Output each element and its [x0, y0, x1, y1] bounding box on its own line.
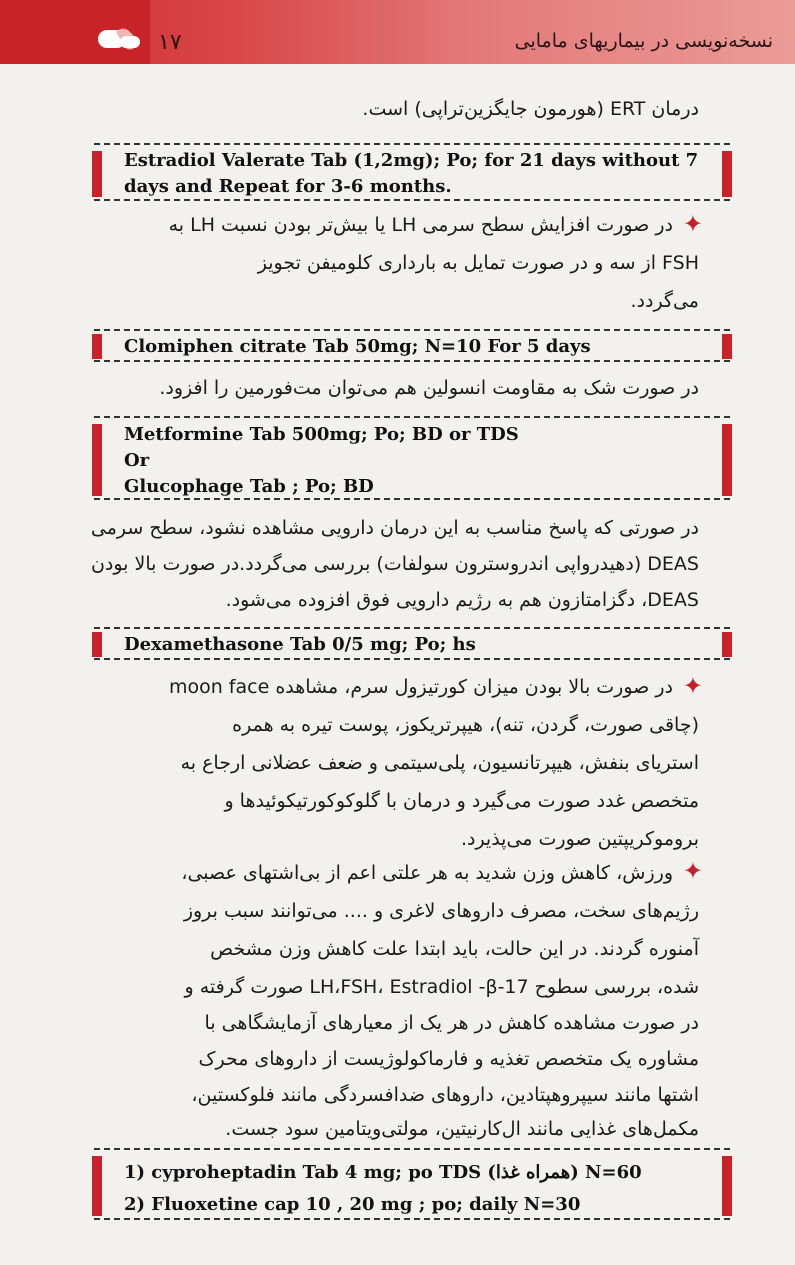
bullet-text: متخصص غدد صورت می‌گیرد و درمان با گلوکوکورتیکوئیدها و	[224, 790, 699, 812]
bullet-text: مکمل‌های غذایی مانند ال‌کارنیتین، مولتی‌ویتامین سود جست.	[225, 1118, 699, 1140]
rx-line: Glucophage Tab ; Po; BD	[124, 476, 374, 497]
rx-line: Estradiol Valerate Tab (1,2mg); Po; for 21 days without 7	[124, 150, 699, 171]
bullet-text: (چاقی صورت، گردن، تنه)، هیپرتریکوز، پوست تیره به همره	[232, 714, 699, 736]
paragraph-deas: DEAS، دگزامتازون هم به رژیم دارویی فوق افزوده می‌شود.	[225, 589, 699, 611]
box-right-bar	[722, 1156, 732, 1216]
rx-line: 2) Fluoxetine cap 10 , 20 mg ; po; daily N=30	[124, 1194, 581, 1215]
bullet-text: بروموکریپتین صورت می‌پذیرد.	[460, 828, 699, 850]
bullet-star-icon: ✦	[682, 672, 703, 700]
bullet-text: آمنوره گردند. در این حالت، باید ابتدا علت کاهش وزن مشخص	[210, 938, 699, 960]
bullet-text: FSH از سه و در صورت تمایل به بارداری کلومیفن تجویز	[257, 252, 699, 274]
box-left-bar	[92, 1156, 102, 1216]
paragraph-ert: درمان ERT (هورمون جایگزین‌تراپی) است.	[362, 98, 699, 120]
box-left-bar	[92, 151, 102, 197]
prescription-box-dexamethasone	[94, 627, 730, 660]
paragraph-deas: DEAS (دهیدرواپی اندروسترون سولفات) بررسی می‌گردد.در صورت بالا بودن	[90, 553, 699, 575]
box-right-bar	[722, 334, 732, 359]
bullet-text: مشاوره یک متخصص تغذیه و فارماکولوژیست از داروهای محرک	[198, 1048, 699, 1070]
bullet-text: ورزش، کاهش وزن شدید به هر علتی اعم از بی‌اشتهای عصبی،	[181, 862, 673, 884]
bullet-text: در صورت بالا بودن میزان کورتیزول سرم، مشاهده moon face	[168, 676, 673, 698]
page-number: ۱۷	[158, 30, 182, 55]
pill-capsule-icon	[96, 26, 142, 52]
box-right-bar	[722, 424, 732, 496]
box-left-bar	[92, 632, 102, 657]
bullet-text: در صورت مشاهده کاهش در هر یک از معیارهای آزمایشگاهی با	[204, 1012, 699, 1034]
box-left-bar	[92, 334, 102, 359]
paragraph-deas: در صورتی که پاسخ مناسب به این درمان دارویی مشاهده نشود، سطح سرمی	[90, 517, 699, 539]
rx-line: Metformine Tab 500mg; Po; BD or TDS	[124, 424, 519, 445]
prescription-box-cyproheptadin	[94, 1148, 730, 1220]
bullet-text: می‌گردد.	[630, 290, 699, 312]
box-right-bar	[722, 632, 732, 657]
prescription-box-clomiphen	[94, 329, 730, 362]
box-left-bar	[92, 424, 102, 496]
bullet-star-icon: ✦	[682, 857, 703, 885]
rx-line: Or	[124, 450, 150, 471]
page-header	[0, 0, 795, 64]
rx-line: days and Repeat for 3-6 months.	[124, 176, 452, 197]
rx-line: 1) cyproheptadin Tab 4 mg; po TDS (همراه غذا) N=60	[124, 1162, 642, 1183]
box-right-bar	[722, 151, 732, 197]
bullet-text: استریای بنفش، هیپرتانسیون، پلی‌سیتمی و ضعف عضلانی ارجاع به	[180, 752, 699, 774]
running-title: نسخه‌نویسی در بیماریهای مامایی	[514, 30, 773, 52]
rx-line: Clomiphen citrate Tab 50mg; N=10 For 5 days	[124, 336, 591, 357]
rx-line: Dexamethasone Tab 0/5 mg; Po; hs	[124, 634, 476, 655]
prescription-box-metformine	[94, 416, 730, 500]
bullet-text: شده، بررسی سطوح LH،FSH، Estradiol -β-17 صورت گرفته و	[184, 976, 699, 998]
paragraph-metformin: در صورت شک به مقاومت انسولین هم می‌توان مت‌فورمین را افزود.	[159, 377, 699, 399]
bullet-text: رژیم‌های سخت، مصرف داروهای لاغری و .... می‌توانند سبب بروز	[183, 900, 699, 922]
bullet-text: در صورت افزایش سطح سرمی LH یا بیش‌تر بودن نسبت LH به	[168, 214, 673, 236]
bullet-star-icon: ✦	[682, 210, 703, 238]
bullet-text: اشتها مانند سیپروهپتادین، داروهای ضدافسردگی مانند فلوکستین،	[191, 1084, 699, 1106]
prescription-box-estradiol	[94, 143, 730, 201]
